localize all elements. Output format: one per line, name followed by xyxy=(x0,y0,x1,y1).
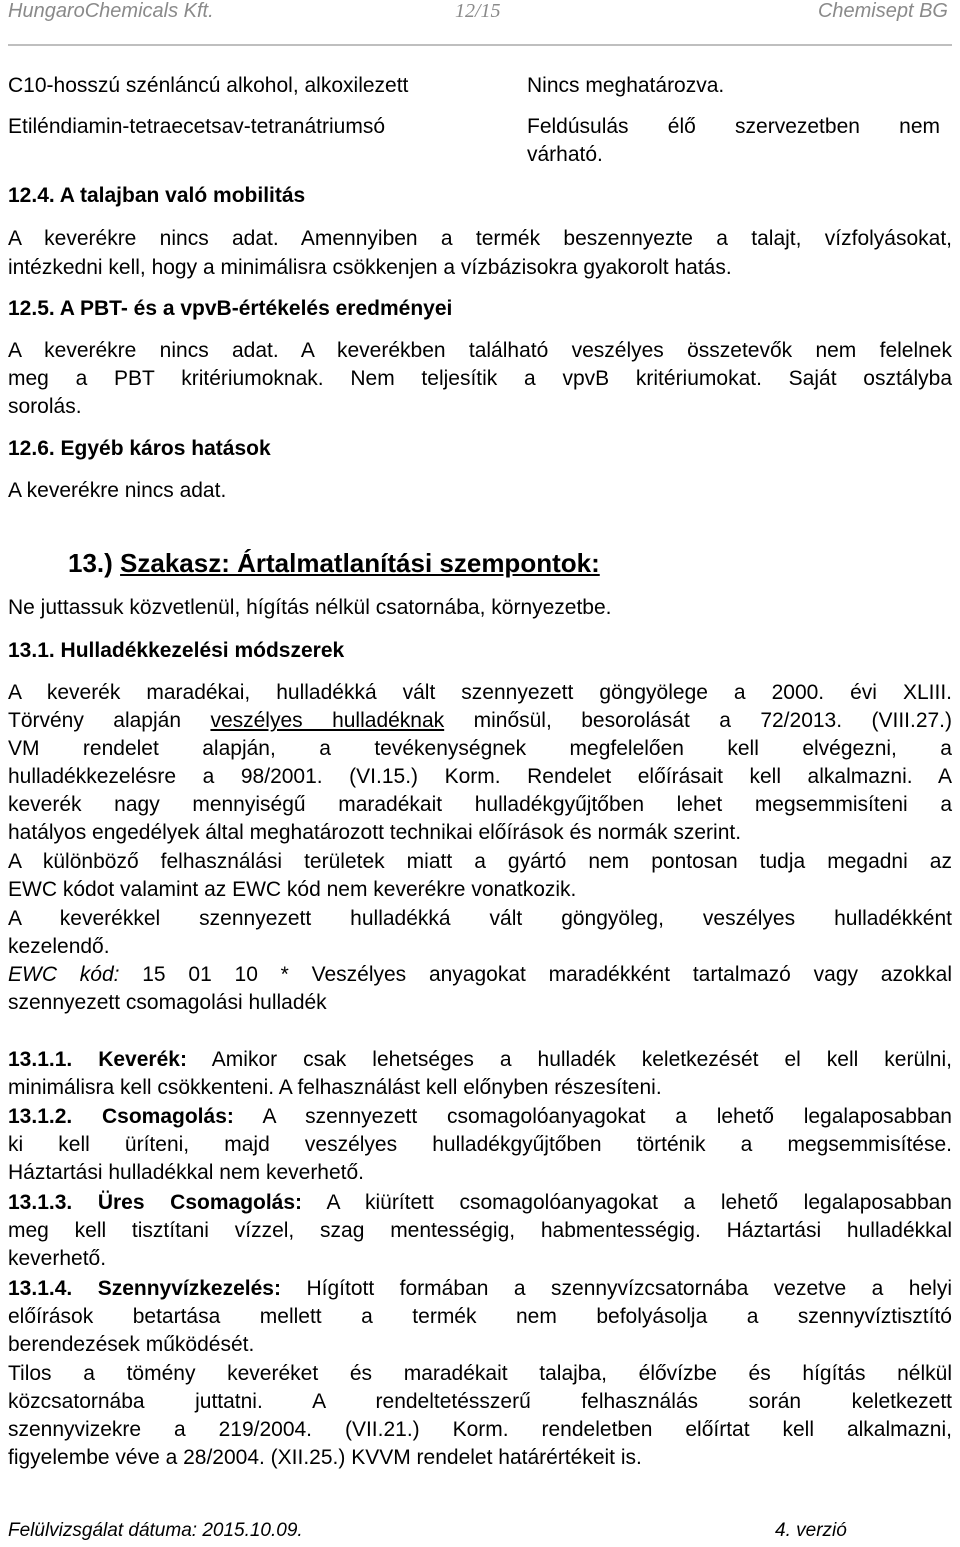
table-cell-value-2-line2: várható. xyxy=(527,143,603,166)
section-13-1-p1-line5: keverék nagy mennyiségű maradékait hulladékgyűjtőben lehet megsemmisíteni a xyxy=(8,793,952,816)
section-13-1-4-label: 13.1.4. Szennyvízkezelés: xyxy=(8,1277,281,1300)
section-13-1-3-line1 xyxy=(8,1191,952,1215)
ewc-code-line2: szennyezett csomagolási hulladék xyxy=(8,991,327,1014)
ewc-code-label: EWC kód: xyxy=(8,963,120,986)
section-13-1-4-line1 xyxy=(8,1277,952,1301)
section-13-1-3-line3: keverhető. xyxy=(8,1247,107,1270)
section-12-6-heading: 12.6. Egyéb káros hatások xyxy=(8,437,271,460)
section-13-number: 13.) xyxy=(68,548,113,578)
section-13-1-heading: 13.1. Hulladékkezelési módszerek xyxy=(8,639,345,662)
footer-revision-date: Felülvizsgálat dátuma: 2015.10.09. xyxy=(8,1520,303,1541)
section-13-1-1-line2: minimálisra kell csökkenteni. A felhasználást kell előnyben részesíteni. xyxy=(8,1076,662,1099)
section-12-5-heading: 12.5. A PBT- és a vpvB-értékelés eredményei xyxy=(8,297,453,320)
section-13-1-4-text: Hígított formában a szennyvízcsatornába vezetve a helyi xyxy=(306,1277,952,1300)
section-12-5-text-line1: A keverékre nincs adat. A keverékben található veszélyes összetevők nem felelnek xyxy=(8,339,952,362)
final-paragraph-line3: szennyvizekre a 219/2004. (VII.21.) Korm. rendeletben előírtat kell alkalmazni, xyxy=(8,1418,952,1441)
section-13-1-1-text: Amikor csak lehetséges a hulladék keletkezését el kell kerülni, xyxy=(211,1048,952,1071)
section-13-1-1-line1 xyxy=(8,1048,952,1072)
section-13-1-p1-line1: A keverék maradékai, hulladékká vált szennyezett göngyölege a 2000. évi XLIII. xyxy=(8,681,952,704)
ewc-code-line1 xyxy=(8,963,952,987)
section-13-1-p2-line1: A különböző felhasználási területek miatt a gyártó nem pontosan tudja megadni az xyxy=(8,850,952,873)
section-13-1-4-line2: előírások betartása mellett a termék nem befolyásolja a szennyvíztisztító xyxy=(8,1305,952,1328)
header-company: HungaroChemicals Kft. xyxy=(8,0,214,22)
section-13-1-2-line1 xyxy=(8,1105,952,1129)
header-page-number: 12/15 xyxy=(455,0,501,22)
section-13-1-3-label: 13.1.3. Üres Csomagolás: xyxy=(8,1191,303,1214)
table-cell-substance-2: Etiléndiamin-tetraecetsav-tetranátriumsó xyxy=(8,115,385,138)
table-cell-value-1: Nincs meghatározva. xyxy=(527,74,725,97)
footer-version: 4. verzió xyxy=(775,1520,847,1541)
section-13-1-4-line3: berendezések működését. xyxy=(8,1333,255,1356)
section-13-1-3-line2: meg kell tisztítani vízzel, szag mentességig, habmentességig. Háztartási hulladékkal xyxy=(8,1219,952,1242)
table-cell-substance-1: C10-hosszú szénláncú alkohol, alkoxilezett xyxy=(8,74,409,97)
law-text: Törvény alapján xyxy=(8,709,182,732)
classification-text: minősül, besorolását a 72/2013. (VIII.27.) xyxy=(473,709,953,732)
final-paragraph-line4: figyelembe véve a 28/2004. (XII.25.) KVVM rendelet határértékeit is. xyxy=(8,1446,642,1469)
section-13-1-p1-line4: hulladékkezelésre a 98/2001. (VI.15.) Korm. Rendelet előírásait kell alkalmazni. A xyxy=(8,765,952,788)
section-12-6-text: A keverékre nincs adat. xyxy=(8,479,227,502)
section-13-1-p1-line2 xyxy=(8,709,952,733)
section-12-4-heading: 12.4. A talajban való mobilitás xyxy=(8,184,306,207)
ewc-code-text: 15 01 10 * Veszélyes anyagokat maradékként tartalmazó vagy azokkal xyxy=(142,963,952,986)
final-paragraph-line1: Tilos a tömény keveréket és maradékait talajba, élővízbe és hígítás nélkül xyxy=(8,1362,952,1385)
section-13-title: Szakasz: Ártalmatlanítási szempontok: xyxy=(120,548,600,578)
header-product: Chemisept BG xyxy=(817,0,948,22)
header-divider xyxy=(8,44,952,46)
final-paragraph-line2: közcsatornába juttatni. A rendeltetésszerű felhasználás során keletkezett xyxy=(8,1390,952,1413)
section-13-1-1-label: 13.1.1. Keverék: xyxy=(8,1048,187,1071)
hazardous-waste-term: veszélyes hulladéknak xyxy=(210,709,445,732)
section-13-1-2-line2: ki kell üríteni, majd veszélyes hulladékgyűjtőben történik a megsemmisítése. xyxy=(8,1133,952,1156)
section-12-5-text-line2: meg a PBT kritériumoknak. Nem teljesítik a vpvB kritériumokat. Saját osztályba xyxy=(8,367,952,390)
section-12-4-text-line2: intézkedni kell, hogy a minimálisra csökkenjen a vízbázisokra gyakorolt hatás. xyxy=(8,256,732,279)
section-13-intro: Ne juttassuk közvetlenül, hígítás nélkül csatornába, környezetbe. xyxy=(8,596,612,619)
section-13-1-2-line3: Háztartási hulladékkal nem keverhető. xyxy=(8,1161,365,1184)
section-13-1-3-text: A kiürített csomagolóanyagokat a lehető legalaposabban xyxy=(326,1191,952,1214)
section-13-1-p3-line2: kezelendő. xyxy=(8,935,110,958)
section-13-1-p3-line1: A keverékkel szennyezett hulladékká vált göngyöleg, veszélyes hulladékként xyxy=(8,907,952,930)
table-cell-value-2-line1: Feldúsulás élő szervezetben nem xyxy=(527,115,940,138)
section-13-heading xyxy=(68,548,600,579)
section-13-1-2-text: A szennyezett csomagolóanyagokat a lehető legalaposabban xyxy=(262,1105,952,1128)
section-13-1-2-label: 13.1.2. Csomagolás: xyxy=(8,1105,234,1128)
section-13-1-p1-line6: hatályos engedélyek által meghatározott technikai előírások és normák szerint. xyxy=(8,821,742,844)
section-13-1-p2-line2: EWC kódot valamint az EWC kód nem keverékre vonatkozik. xyxy=(8,878,577,901)
section-12-5-text-line3: sorolás. xyxy=(8,395,82,418)
section-13-1-p1-line3: VM rendelet alapján, a tevékenységnek megfelelően kell elvégezni, a xyxy=(8,737,952,760)
section-12-4-text-line1: A keverékre nincs adat. Amennyiben a termék beszennyezte a talajt, vízfolyásokat, xyxy=(8,227,952,250)
